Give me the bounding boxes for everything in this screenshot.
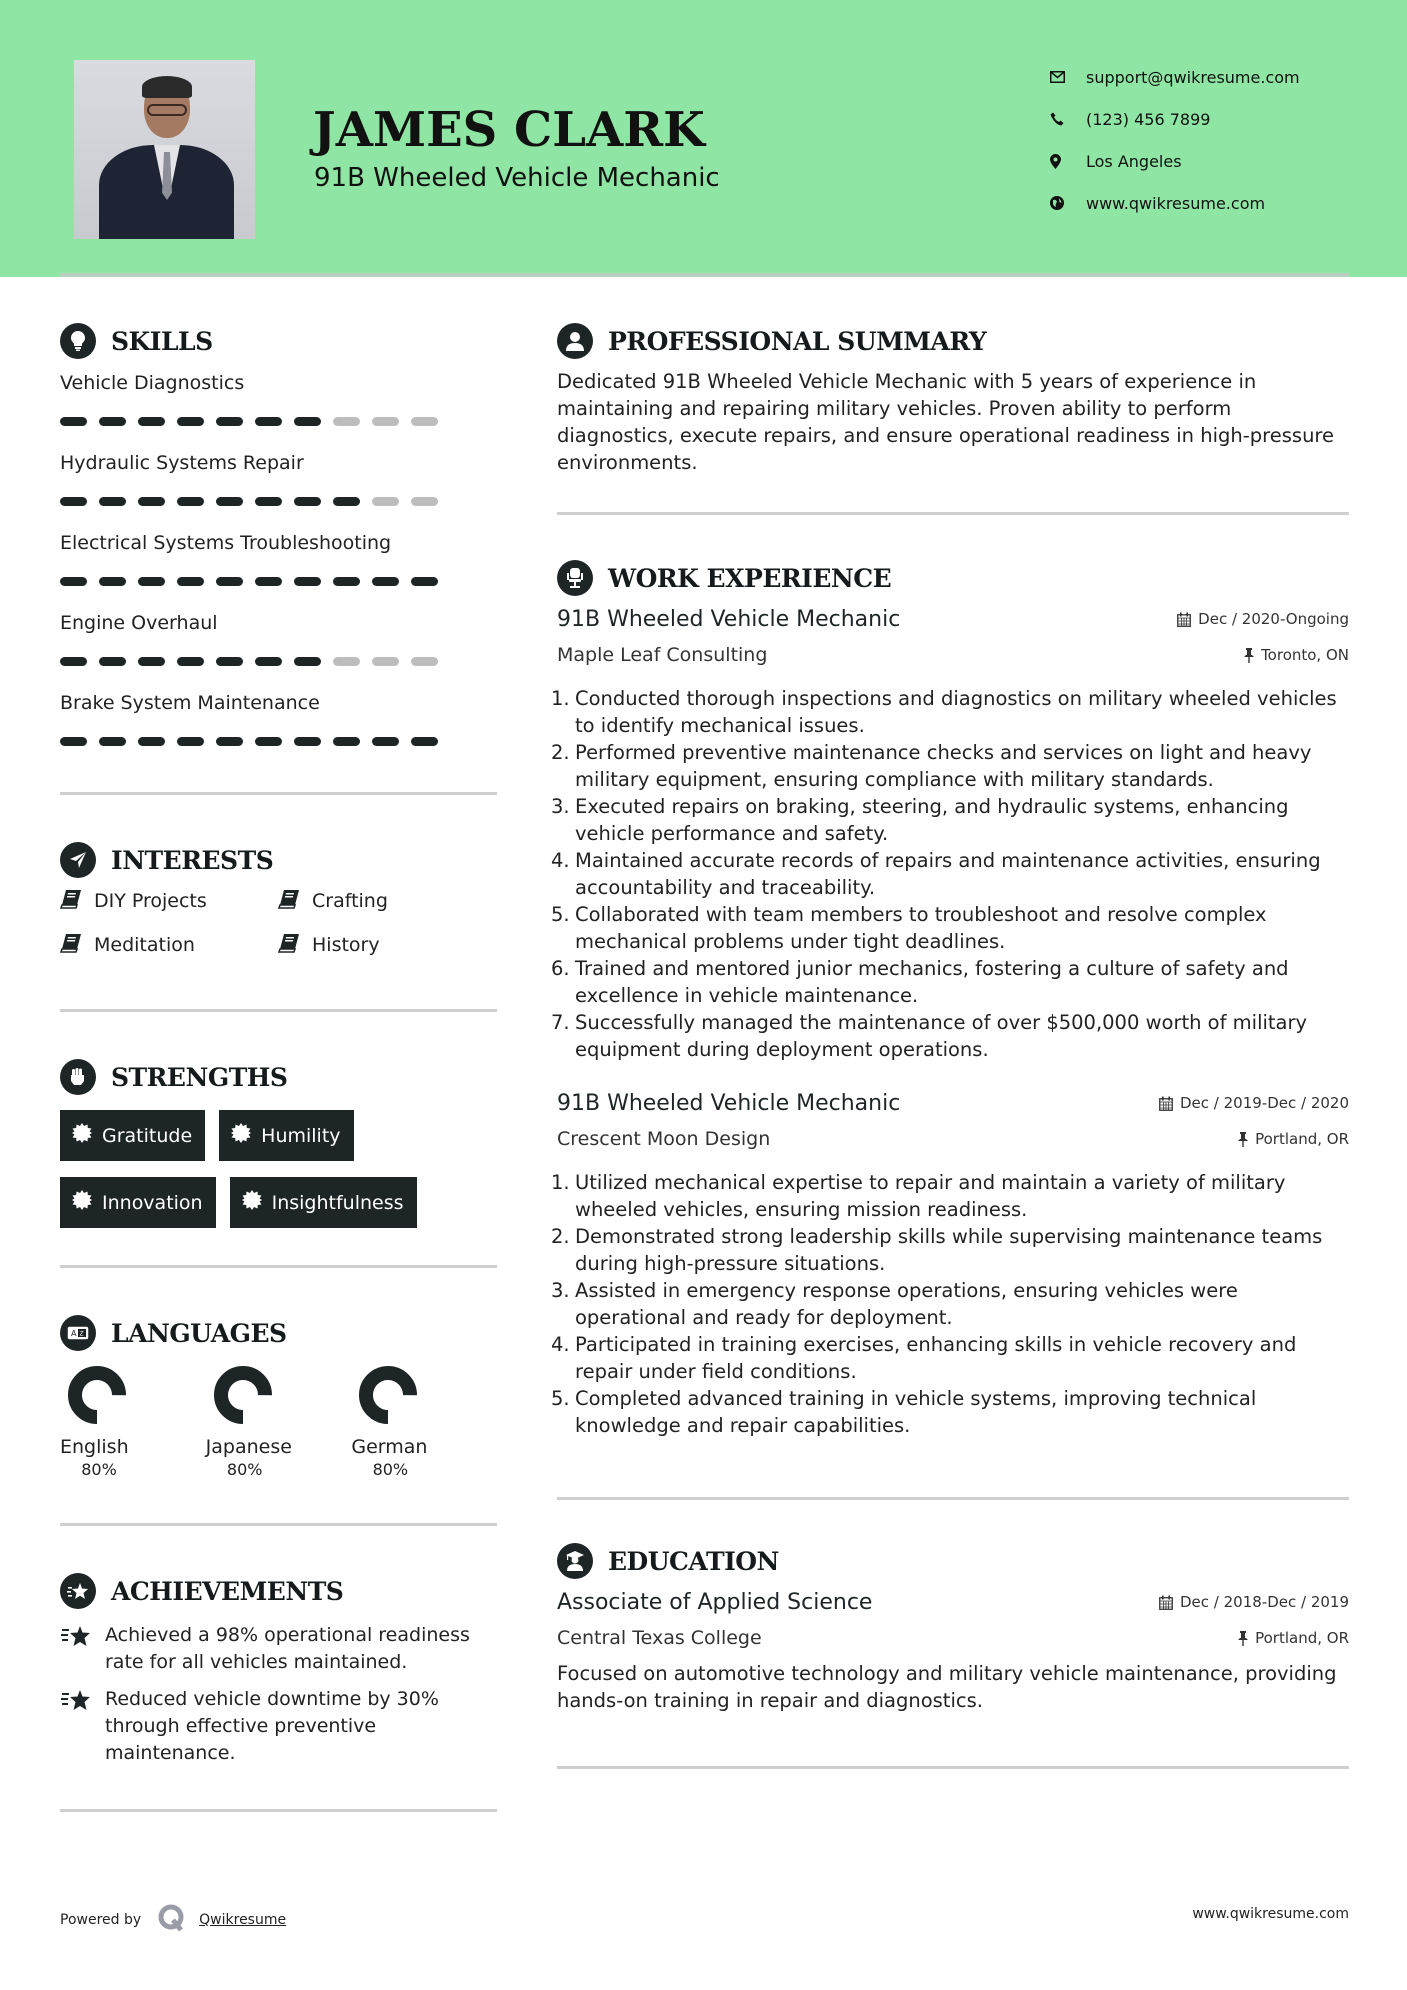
qwikresume-logo-icon: [157, 1903, 187, 1937]
languages-heading: LANGUAGES: [111, 1318, 287, 1348]
contact-location: [1050, 140, 1300, 182]
profile-photo: [74, 60, 255, 239]
pushpin-icon: [1238, 1631, 1248, 1646]
contact-email[interactable]: [1050, 56, 1300, 98]
skill-item: Engine Overhaul: [60, 606, 497, 682]
book-icon: [278, 933, 300, 958]
education-section: [557, 1540, 1349, 1714]
experience-section: [551, 557, 1349, 1439]
book-icon: [60, 889, 82, 914]
pushpin-icon: [1244, 648, 1254, 663]
fist-icon: [60, 1059, 96, 1095]
strengths-heading: STRENGTHS: [111, 1062, 288, 1092]
right-column: [551, 320, 1349, 1769]
skill-rating: [60, 480, 497, 522]
job-responsibilities: [551, 1169, 1349, 1439]
responsibility-item: 2. Performed preventive maintenance checks and services on light and heavy military equipment, ensuring compliance with military standards.: [551, 741, 1312, 791]
skill-item: Electrical Systems Troubleshooting: [60, 526, 497, 602]
paper-plane-icon: [60, 842, 96, 878]
interests-section: [60, 839, 497, 959]
responsibility-item: 4. Participated in training exercises, enhancing skills in vehicle recovery and repair under field conditions.: [551, 1333, 1297, 1383]
strength-tag: Gratitude: [60, 1110, 205, 1161]
responsibility-item: 4. Maintained accurate records of repairs and maintenance activities, ensuring accountability and traceability.: [551, 849, 1321, 899]
job-dates: Dec / 2019-Dec / 2020: [1159, 1094, 1349, 1112]
language-item: German 80%: [351, 1364, 497, 1479]
calendar-icon: [1159, 1096, 1173, 1111]
company-name: Crescent Moon Design: [557, 1128, 771, 1150]
language-item: English 80%: [60, 1364, 206, 1479]
summary-section: [557, 320, 1349, 476]
powered-by-label: Powered by: [60, 1912, 142, 1928]
achievement-item: Achieved a 98% operational readiness rate for all vehicles maintained.: [60, 1622, 497, 1676]
contact-website-text: www.qwikresume.com: [1086, 193, 1266, 213]
language-progress-ring: [60, 1364, 160, 1426]
lightbulb-icon: [60, 323, 96, 359]
education-description: Focused on automotive technology and military vehicle maintenance, providing hands-on training in repair and diagnostics.: [557, 1662, 1337, 1712]
job-dates: Dec / 2020-Ongoing: [1177, 610, 1349, 628]
education-heading: EDUCATION: [608, 1546, 779, 1576]
badge-icon: [242, 1190, 262, 1215]
skill-rating: [60, 720, 497, 762]
section-divider: [60, 792, 497, 795]
job-responsibilities: [551, 685, 1349, 1063]
skills-heading: SKILLS: [111, 326, 213, 356]
responsibility-item: 1. Conducted thorough inspections and diagnostics on military wheeled vehicles to identify mechanical issues.: [551, 687, 1337, 737]
achievement-item: Reduced vehicle downtime by 30% through effective preventive maintenance.: [60, 1686, 497, 1767]
interest-item: Crafting: [278, 887, 496, 915]
section-divider: [60, 1809, 497, 1812]
user-icon: [557, 323, 593, 359]
job-entry: [551, 1085, 1349, 1439]
qwikresume-link[interactable]: Qwikresume: [199, 1912, 287, 1928]
strength-tag: Innovation: [60, 1177, 216, 1228]
header-divider: [60, 273, 1349, 277]
skill-item: Brake System Maintenance: [60, 686, 497, 762]
interests-heading: INTERESTS: [111, 845, 274, 875]
responsibility-item: 5. Collaborated with team members to troubleshoot and resolve complex mechanical problems under tight deadlines.: [551, 903, 1267, 953]
contact-location-text: Los Angeles: [1086, 151, 1182, 171]
interest-item: History: [278, 931, 496, 959]
candidate-name: JAMES CLARK: [313, 102, 705, 158]
book-icon: [278, 889, 300, 914]
section-divider: [60, 1265, 497, 1268]
job-location: Portland, OR: [1238, 1130, 1349, 1148]
pushpin-icon: [1238, 1132, 1248, 1147]
skill-item: Hydraulic Systems Repair: [60, 446, 497, 522]
map-marker-icon: [1050, 154, 1086, 169]
education-location: Portland, OR: [1238, 1629, 1349, 1647]
summary-heading: PROFESSIONAL SUMMARY: [608, 326, 987, 356]
shooting-star-icon: [60, 1573, 96, 1609]
language-progress-ring: [351, 1364, 451, 1426]
candidate-title: 91B Wheeled Vehicle Mechanic: [314, 163, 720, 193]
responsibility-item: 6. Trained and mentored junior mechanics, fostering a culture of safety and excellence in vehicle maintenance.: [551, 957, 1289, 1007]
contact-phone-text: (123) 456 7899: [1086, 109, 1211, 129]
section-divider: [557, 1497, 1349, 1500]
office-chair-icon: [557, 560, 593, 596]
graduate-icon: [557, 1543, 593, 1579]
achievements-heading: ACHIEVEMENTS: [111, 1576, 344, 1606]
job-entry: [551, 601, 1349, 1063]
translate-icon: [60, 1315, 96, 1351]
badge-icon: [231, 1123, 251, 1148]
globe-icon: [1050, 196, 1086, 210]
phone-icon: [1050, 112, 1086, 126]
language-item: Japanese 80%: [206, 1364, 352, 1479]
section-divider: [60, 1523, 497, 1526]
job-location: Toronto, ON: [1244, 646, 1349, 664]
contact-website[interactable]: [1050, 182, 1300, 224]
skill-rating: [60, 560, 497, 602]
contact-phone[interactable]: [1050, 98, 1300, 140]
section-divider: [60, 1009, 497, 1012]
summary-text: Dedicated 91B Wheeled Vehicle Mechanic with 5 years of experience in maintaining and repairing military vehicles. Proven ability to perform diagnostics, execute repairs, and ensure operational readiness in high-pressure environments.: [557, 370, 1335, 474]
left-column: [60, 320, 497, 1812]
section-divider: [557, 1766, 1349, 1769]
responsibility-item: 2. Demonstrated strong leadership skills while supervising maintenance teams during high-pressure situations.: [551, 1225, 1323, 1275]
skill-rating: [60, 400, 497, 442]
interest-item: Meditation: [60, 931, 278, 959]
job-title: 91B Wheeled Vehicle Mechanic: [557, 606, 901, 632]
resume-header: [0, 0, 1407, 277]
footer-website[interactable]: www.qwikresume.com: [1192, 1906, 1349, 1922]
responsibility-item: 5. Completed advanced training in vehicle systems, improving technical knowledge and repair capabilities.: [551, 1387, 1257, 1437]
section-divider: [557, 512, 1349, 515]
shooting-star-icon: [60, 1622, 105, 1676]
school-name: Central Texas College: [557, 1627, 762, 1649]
footer-branding: [60, 1903, 286, 1937]
skills-section: [60, 320, 497, 762]
strengths-section: [60, 1056, 497, 1228]
degree: Associate of Applied Science: [557, 1589, 873, 1615]
responsibility-item: 1. Utilized mechanical expertise to repair and maintain a variety of military wheeled vehicles, ensuring mission readiness.: [551, 1171, 1286, 1221]
responsibility-item: 3. Executed repairs on braking, steering, and hydraulic systems, enhancing vehicle performance and safety.: [551, 795, 1289, 845]
shooting-star-icon: [60, 1686, 105, 1767]
experience-heading: WORK EXPERIENCE: [608, 563, 892, 593]
strength-tag: Insightfulness: [230, 1177, 417, 1228]
svg-text:Z: Z: [79, 1330, 84, 1338]
achievements-section: [60, 1570, 497, 1767]
calendar-icon: [1177, 612, 1191, 627]
education-dates: Dec / 2018-Dec / 2019: [1159, 1593, 1349, 1611]
responsibility-item: 3. Assisted in emergency response operations, ensuring vehicles were operational and ready for deployment.: [551, 1279, 1238, 1329]
contact-email-text: support@qwikresume.com: [1086, 67, 1300, 87]
strength-tag: Humility: [219, 1110, 353, 1161]
language-progress-ring: [206, 1364, 306, 1426]
book-icon: [60, 933, 82, 958]
badge-icon: [72, 1190, 92, 1215]
languages-section: [60, 1312, 497, 1479]
company-name: Maple Leaf Consulting: [557, 644, 768, 666]
skill-item: Vehicle Diagnostics: [60, 366, 497, 442]
badge-icon: [72, 1123, 92, 1148]
education-entry: [557, 1584, 1349, 1714]
interest-item: DIY Projects: [60, 887, 278, 915]
contact-info: [1050, 56, 1300, 224]
responsibility-item: 7. Successfully managed the maintenance of over $500,000 worth of military equipment during deployment operations.: [551, 1011, 1308, 1061]
svg-text:A: A: [71, 1329, 77, 1338]
envelope-icon: [1050, 71, 1086, 83]
calendar-icon: [1159, 1595, 1173, 1610]
skill-rating: [60, 640, 497, 682]
job-title: 91B Wheeled Vehicle Mechanic: [557, 1090, 901, 1116]
